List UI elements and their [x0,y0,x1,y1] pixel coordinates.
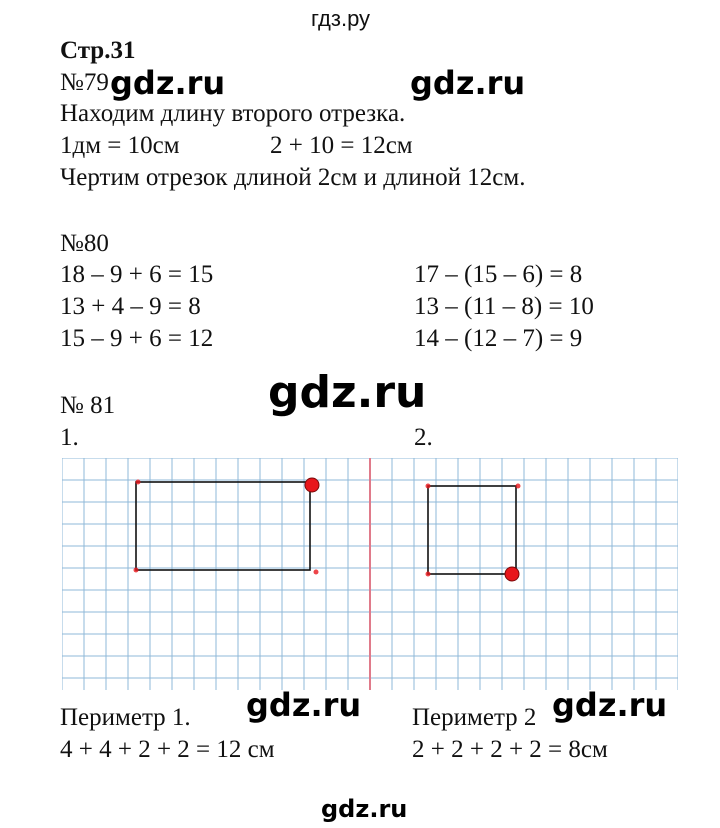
site-header: гдз.ру [311,6,371,31]
ex79-line1: Находим длину второго отрезка. [60,100,406,127]
ex81-label-2: 2. [414,424,433,451]
ex80-left-2: 13 + 4 – 9 = 8 [60,293,201,320]
ex80-right-3: 14 – (12 – 7) = 9 [414,325,583,352]
watermark: gdz.ru [552,686,668,724]
corner-dot-large [505,567,519,581]
ex81-label-1: 1. [60,424,79,451]
footer-watermark: gdz.ru [321,795,408,823]
watermark: gdz.ru [110,64,226,102]
corner-dot [516,484,521,489]
perimeter-1-equation: 4 + 4 + 2 + 2 = 12 см [60,736,275,763]
grid-paper [62,458,678,690]
ex79-number: №79 [60,69,109,96]
perimeter-2-equation: 2 + 2 + 2 + 2 = 8см [412,736,608,763]
ex79-line3: Чертим отрезок длиной 2см и длиной 12см. [60,164,526,191]
page-title: Стр.31 [60,37,136,64]
corner-dot [426,484,431,489]
watermark: gdz.ru [410,64,526,102]
ex80-right-1: 17 – (15 – 6) = 8 [414,261,583,288]
ex80-right-2: 13 – (11 – 8) = 10 [414,293,594,320]
ex79-eq2: 2 + 10 = 12см [270,132,413,159]
ex81-number: № 81 [60,392,116,419]
perimeter-1-label: Периметр 1. [60,704,191,731]
perimeter-2-label: Периметр 2 [412,704,537,731]
ex79-eq1: 1дм = 10см [60,132,180,159]
watermark: gdz.ru [268,367,427,418]
ex80-left-3: 15 – 9 + 6 = 12 [60,325,214,352]
ex80-left-1: 18 – 9 + 6 = 15 [60,261,214,288]
corner-dot [134,568,139,573]
corner-dot [314,570,319,575]
corner-dot-large [305,478,319,492]
ex80-number: №80 [60,230,109,257]
watermark: gdz.ru [246,686,362,724]
corner-dot [136,480,141,485]
corner-dot [426,572,431,577]
rectangle-2 [428,486,516,574]
rectangle-1 [136,482,310,570]
